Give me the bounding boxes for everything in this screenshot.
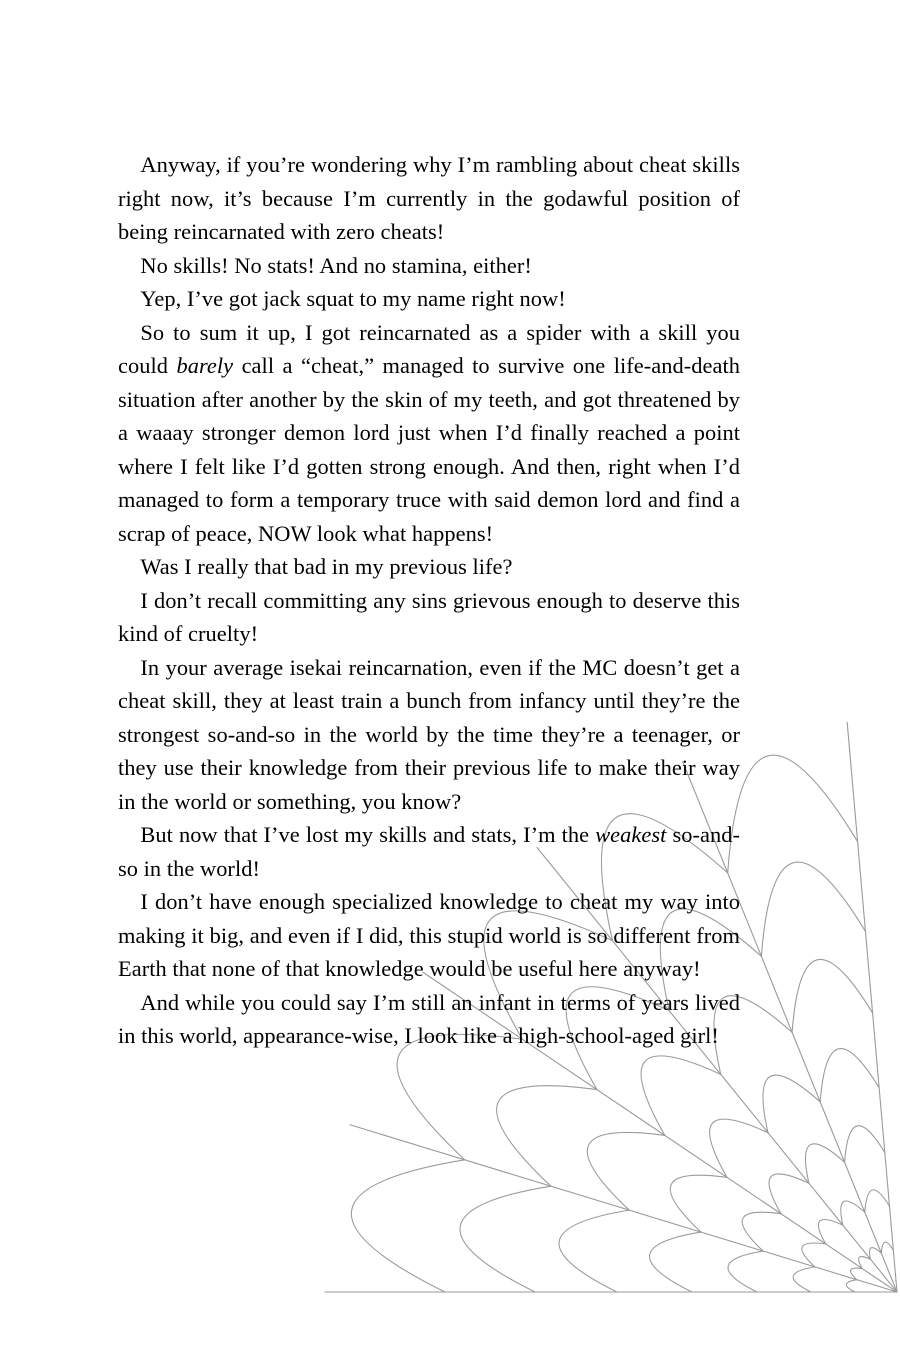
- web-arc-r1-s3: [841, 1201, 865, 1225]
- web-arc-r5-s1: [497, 1086, 597, 1186]
- web-arc-r0-s1: [851, 1268, 863, 1280]
- web-arc-r3-s2: [710, 1119, 768, 1177]
- text-run: No skills! No stats! And no stamina, either!: [140, 252, 532, 278]
- web-arc-r1-s1: [802, 1243, 826, 1267]
- text-run: Yep, I’ve got jack squat to my name right now!: [140, 286, 566, 311]
- web-arc-r1-s4: [865, 1190, 890, 1212]
- web-arc-r0-s2: [859, 1257, 871, 1269]
- web-arc-r4-s0: [559, 1210, 629, 1292]
- text-run: So to sum it up, I got reincarnated as a spider with a skill you could: [118, 319, 740, 378]
- web-arc-r6-s4: [728, 755, 858, 873]
- web-arc-r2-s2: [769, 1174, 809, 1214]
- paragraph: [118, 316, 740, 551]
- web-arc-r4-s1: [587, 1132, 665, 1210]
- web-arc-r6-s0: [351, 1160, 464, 1292]
- paragraph: [118, 148, 740, 249]
- text-run: Was I really that bad in my previous life?: [140, 554, 513, 579]
- paragraph: [118, 651, 740, 819]
- text-run: I don’t have enough specialized knowledge to cheat my way into making it big, and even if I did, this stupid world is so different from Earth that none of that knowledge would be useful here anyway!: [118, 889, 740, 981]
- paragraph: [118, 818, 740, 885]
- web-arc-r2-s4: [845, 1126, 885, 1162]
- text-run: And while you could say I’m still an infant in terms of years lived in this world, appearance-wise, I look like a high-school-aged girl!: [118, 989, 740, 1048]
- web-arc-r3-s4: [820, 1049, 879, 1102]
- paragraph: [118, 550, 740, 584]
- text-run: call a “cheat,” managed to survive one life-and-death situation after another by the skin of my teeth, and got threatened by a waaay stronger demon lord just when I’d finally reached a point where I felt like I’d gotten strong enough. And then, right when I’d managed to form a temporary truce with said demon lord and find a scrap of peace, NOW look what happens!: [118, 353, 740, 546]
- text-run: so-and-so in the world!: [118, 822, 740, 881]
- web-arc-r0-s0: [846, 1280, 857, 1292]
- web-arc-r4-s4: [792, 959, 872, 1032]
- text-run: Anyway, if you’re wondering why I’m rambling about cheat skills right now, it’s because I’m currently in the godawful position of being reincarnated with zero cheats!: [118, 152, 740, 244]
- web-arc-r2-s3: [805, 1144, 844, 1183]
- paragraph: [118, 584, 740, 651]
- web-arc-r4-s2: [641, 1056, 721, 1136]
- web-arc-r3-s3: [763, 1075, 820, 1133]
- web-arc-r0-s4: [881, 1242, 893, 1253]
- paragraph: [118, 282, 740, 316]
- page-text-column: [118, 148, 740, 1053]
- text-run: I don’t recall committing any sins grievous enough to deserve this kind of cruelty!: [118, 587, 740, 646]
- paragraph: [118, 885, 740, 986]
- text-run: In your average isekai reincarnation, even if the MC doesn’t get a cheat skill, they at least train a bunch from infancy until they’re the strongest so-and-so in the world by the time they’re a teenager, or they use their knowledge from their previous life to make their way in the world or something, you know?: [118, 654, 740, 814]
- paragraph: [118, 249, 740, 283]
- web-arc-r1-s2: [818, 1219, 842, 1243]
- paragraph: [118, 986, 740, 1053]
- web-arc-r2-s1: [742, 1212, 781, 1251]
- web-arc-r5-s0: [460, 1186, 551, 1292]
- emphasis-text: barely: [176, 353, 234, 378]
- web-arc-r3-s1: [670, 1175, 727, 1232]
- web-arc-r3-s0: [650, 1232, 701, 1292]
- web-arc-r1-s0: [793, 1267, 815, 1292]
- web-spoke-1: [350, 1125, 897, 1292]
- emphasis-text: weakest: [595, 822, 667, 847]
- web-arc-r2-s0: [728, 1251, 763, 1292]
- text-run: But now that I’ve lost my skills and stats, I’m the: [140, 822, 596, 847]
- web-arc-r5-s4: [761, 862, 865, 956]
- web-arc-r6-s1: [397, 1034, 522, 1159]
- web-spoke-5: [847, 722, 897, 1292]
- web-arc-r0-s3: [870, 1248, 882, 1260]
